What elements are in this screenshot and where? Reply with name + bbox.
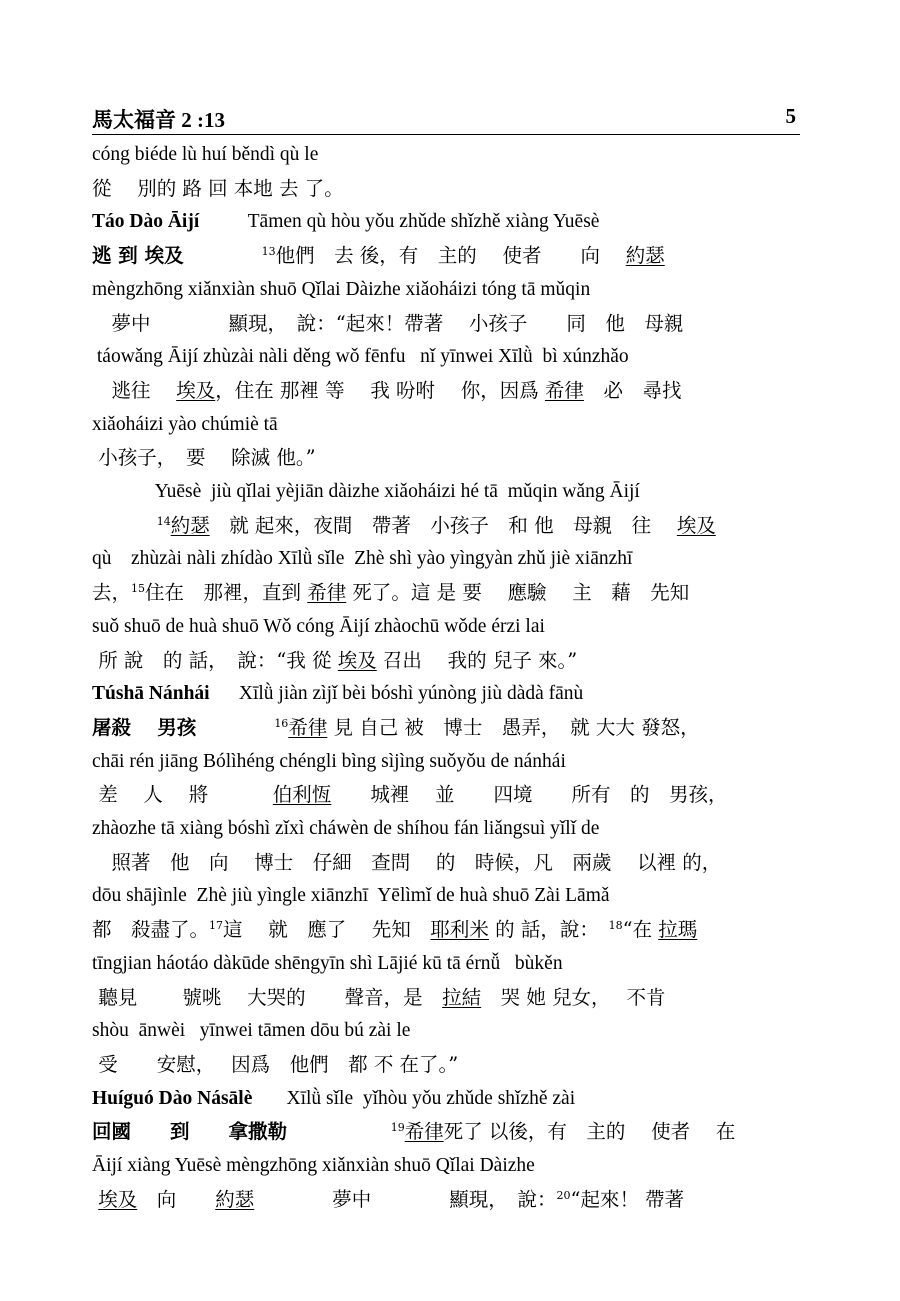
pinyin-line xyxy=(92,1021,812,1041)
text-segment: 夢中 顯現， 說：“起來！帶著 小孩子 同 他 母親 xyxy=(92,311,684,335)
hanzi-line xyxy=(92,648,812,672)
text-segment: táowǎng Āijí zhùzài nàli děng wǒ fēnfu nǐ yīnwei Xīlǜ bì xúnzhǎo xyxy=(92,346,629,368)
section-heading: 逃 到 埃及 xyxy=(92,244,184,268)
verse-number: 17 xyxy=(209,919,224,933)
text-segment: dōu shājìnle Zhè jiù yìngle xiānzhī Yēlìmǐ de huà shuō Zài Lāmǎ xyxy=(92,885,610,907)
text-segment: cóng biéde lù huí běndì qù le xyxy=(92,144,319,165)
text-segment xyxy=(92,514,157,537)
text-segment: 都 殺盡了。 xyxy=(92,918,210,942)
hanzi-line xyxy=(92,246,812,266)
pinyin-line xyxy=(92,886,812,906)
text-segment: 他們 去 後，有 主的 使者 向 xyxy=(275,244,626,268)
proper-name: 約瑟 xyxy=(215,1187,255,1211)
pinyin-line xyxy=(92,752,812,772)
text-segment: Āijí xiàng Yuēsè mèngzhōng xiǎnxiàn shuō Qǐlai Dàizhe xyxy=(92,1155,535,1176)
proper-name: 希律 xyxy=(307,581,347,605)
text-segment: 城裡 並 四境 所有 的 男孩， xyxy=(331,783,728,807)
hanzi-line xyxy=(92,785,812,805)
hanzi-line xyxy=(92,513,812,537)
proper-name: 拉結 xyxy=(442,985,482,1009)
text-segment: “在 xyxy=(622,918,659,942)
text-segment: 向 xyxy=(137,1187,216,1211)
hanzi-line xyxy=(92,176,812,200)
text-segment xyxy=(287,1120,391,1143)
text-segment: shòu ānwèi yīnwei tāmen dōu bú zài le xyxy=(92,1020,411,1042)
proper-name: 埃及 xyxy=(176,378,216,402)
pinyin-line xyxy=(92,954,812,974)
text-segment: tīngjian háotáo dàkūde shēngyīn shì Lājié kū tā érnǚ bùkěn xyxy=(92,952,563,974)
text-segment: 去， xyxy=(92,581,132,605)
pinyin-line xyxy=(92,1089,812,1109)
text-segment: 照著 他 向 博士 仔細 查問 的 時候，凡 兩歲 以裡 的， xyxy=(92,850,722,874)
text-segment: 差 人 將 xyxy=(92,783,273,807)
pinyin-line xyxy=(92,145,812,165)
text-segment: mèngzhōng xiǎnxiàn shuō Qǐlai Dàizhe xiǎoháizi tóng tā mǔqin xyxy=(92,278,591,300)
hanzi-line xyxy=(92,311,812,335)
section-heading: Táo Dào Āijí xyxy=(92,211,200,233)
text-segment: 住在 那裡，直到 xyxy=(145,581,308,605)
verse-number: 20 xyxy=(556,1188,571,1202)
hanzi-line xyxy=(92,985,812,1009)
proper-name: 約瑟 xyxy=(625,244,665,268)
hanzi-line xyxy=(92,1187,812,1211)
book-reference: 馬太福音 2 :13 xyxy=(92,108,225,132)
proper-name: 伯利恆 xyxy=(272,783,332,807)
text-segment: 小孩子， 要 除滅 他。” xyxy=(92,446,316,470)
proper-name: 拉瑪 xyxy=(658,918,698,942)
verse-number: 19 xyxy=(390,1121,405,1135)
text-segment: 就 起來，夜間 帶著 小孩子 和 他 母親 往 xyxy=(209,513,677,537)
text-segment xyxy=(196,716,274,739)
text-segment: Xīlǜ jiàn zìjǐ bèi bóshì yúnòng jiù dàdà fānù xyxy=(209,683,584,705)
proper-name: 希律 xyxy=(288,715,328,739)
text-segment xyxy=(184,244,262,267)
verse-number: 16 xyxy=(274,716,289,730)
text-segment: Xīlǜ sǐle yǐhòu yǒu zhǔde shǐzhě zài xyxy=(252,1087,576,1109)
text-segment: 哭 她 兒女， 不肯 xyxy=(481,985,666,1009)
pinyin-line xyxy=(92,212,812,232)
text-segment: 夢中 顯現， 說： xyxy=(254,1187,557,1211)
pinyin-line xyxy=(92,617,812,637)
hanzi-line xyxy=(92,715,812,739)
text-segment: 所 說 的 話， 說：“我 從 xyxy=(92,648,338,672)
pinyin-line xyxy=(92,347,812,367)
text-segment: chāi rén jiāng Bólìhéng chéngli bìng sìjìng suǒyǒu de nánhái xyxy=(92,750,566,772)
hanzi-line xyxy=(92,378,812,402)
text-segment: suǒ shuō de huà shuō Wǒ cóng Āijí zhàochū wǒde érzi lai xyxy=(92,615,545,637)
section-heading: Túshā Nánhái xyxy=(92,683,210,705)
section-heading: 回國 到 拿撒勒 xyxy=(92,1120,288,1144)
hanzi-line xyxy=(92,1122,812,1142)
hanzi-line xyxy=(92,920,812,940)
section-heading: 屠殺 男孩 xyxy=(92,715,197,739)
text-segment: 聽見 號咷 大哭的 聲音，是 xyxy=(92,985,443,1009)
text-segment: 必 尋找 xyxy=(583,378,682,402)
verse-number: 14 xyxy=(156,514,171,528)
text-segment: qù zhùzài nàli zhídào Xīlǜ sǐle Zhè shì yào yìngyàn zhǔ jiè xiānzhī xyxy=(92,548,633,570)
pinyin-line xyxy=(92,482,812,502)
proper-name: 埃及 xyxy=(337,648,377,672)
text-segment: ，住在 那裡 等 我 吩咐 你，因爲 xyxy=(215,378,545,402)
pinyin-line xyxy=(92,819,812,839)
hanzi-line xyxy=(92,850,812,874)
text-segment: 這 就 應了 先知 xyxy=(223,918,431,942)
text-segment: Tāmen qù hòu yǒu zhǔde shǐzhě xiàng Yuēsè xyxy=(199,211,600,233)
hanzi-line xyxy=(92,448,812,468)
verse-number: 15 xyxy=(131,582,146,596)
header-rule xyxy=(92,134,800,135)
text-segment: 見 自己 被 博士 愚弄， 就 大大 發怒， xyxy=(327,715,700,739)
text-segment: 受 安慰， 因爲 他們 都 不 在了。” xyxy=(92,1052,459,1076)
text-segment: 的 話，說： xyxy=(488,918,609,942)
pinyin-line xyxy=(92,684,812,704)
pinyin-line xyxy=(92,280,812,300)
page-number: 5 xyxy=(785,104,796,128)
running-header xyxy=(92,104,800,132)
hanzi-line xyxy=(92,1052,812,1076)
proper-name: 希律 xyxy=(404,1120,444,1144)
text-segment: xiǎoháizi yào chúmiè tā xyxy=(92,413,278,435)
verse-number: 18 xyxy=(608,919,623,933)
section-heading: Huíguó Dào Násālè xyxy=(92,1087,253,1109)
text-segment: Yuēsè jiù qǐlai yèjiān dàizhe xiǎoháizi hé tā mǔqin wǎng Āijí xyxy=(92,481,640,502)
proper-name: 約瑟 xyxy=(170,513,210,537)
proper-name: 埃及 xyxy=(98,1187,138,1211)
pinyin-line xyxy=(92,415,812,435)
text-segment: zhàozhe tā xiàng bóshì zǐxì cháwèn de shíhou fán liǎngsuì yǐlǐ de xyxy=(92,818,600,839)
text-segment: 死了 以後，有 主的 使者 在 xyxy=(443,1120,736,1144)
pinyin-line xyxy=(92,549,812,569)
proper-name: 耶利米 xyxy=(430,918,489,942)
text-segment: 從 別的 路 回 本地 去 了。 xyxy=(92,176,344,200)
hanzi-line xyxy=(92,583,812,603)
text-segment: 逃往 xyxy=(92,378,177,402)
text-segment: 死了。這 是 要 應驗 主 藉 先知 xyxy=(346,581,690,605)
verse-number: 13 xyxy=(261,245,276,259)
pinyin-line xyxy=(92,1156,812,1176)
proper-name: 希律 xyxy=(544,378,584,402)
text-segment: 召出 我的 兒子 來。” xyxy=(376,648,578,672)
text-segment: “起來！ 帶著 xyxy=(570,1187,685,1211)
proper-name: 埃及 xyxy=(676,513,716,537)
